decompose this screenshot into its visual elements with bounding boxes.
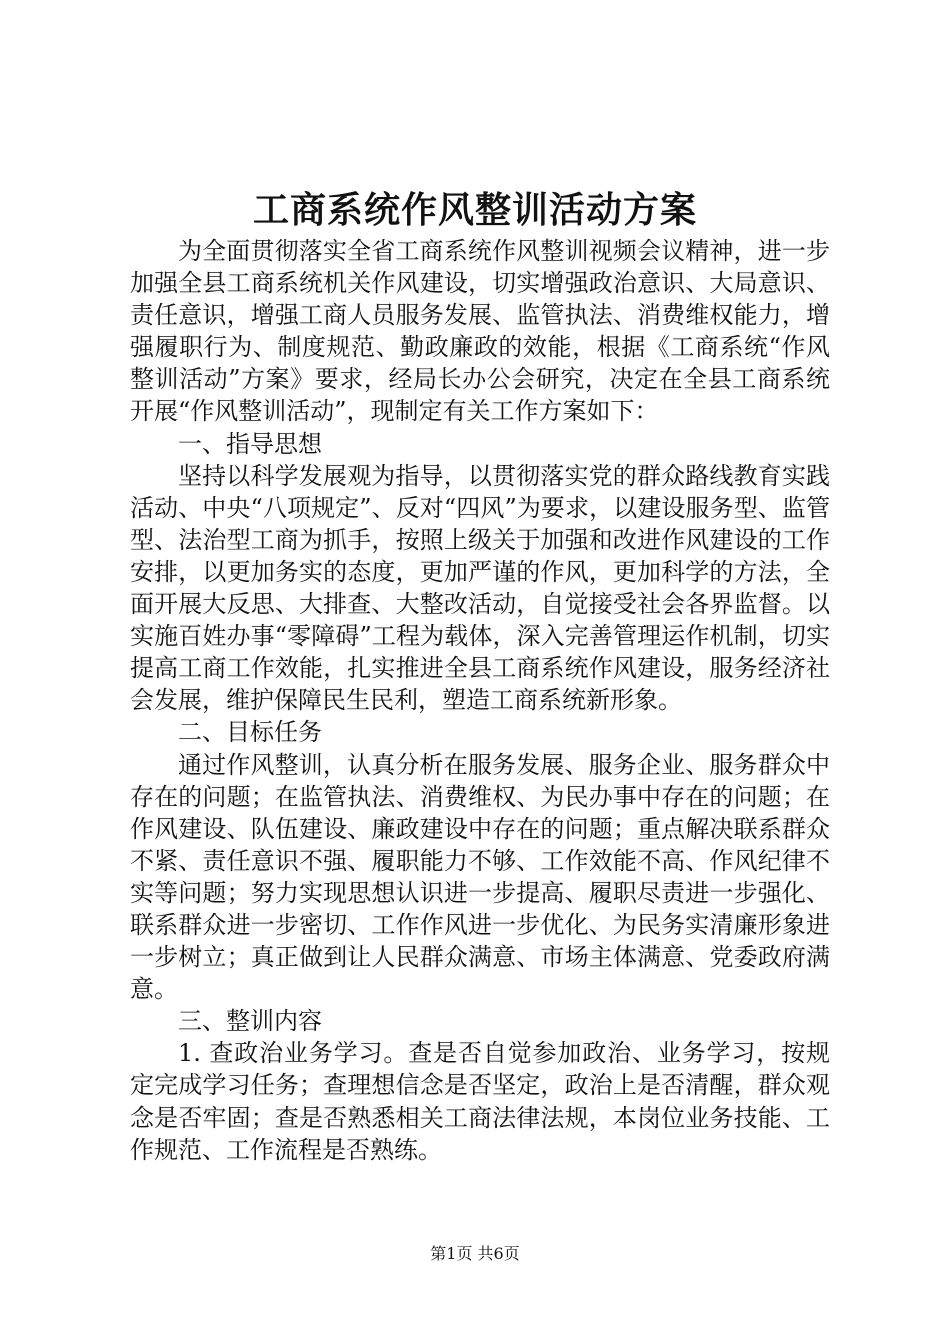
intro-paragraph: 为全面贯彻落实全省工商系统作风整训视频会议精神，进一步加强全县工商系统机关作风建设，切实增强政治意识、大局意识、责任意识，增强工商人员服务发展、监管执法、消费维权能力，增强履职行为、制度规范、勤政廉政的效能，根据《工商系统“作风整训活动”方案》要求，经局长办公会研究，决定在全县工商系统开展“作风整训活动”，现制定有关工作方案如下： — [130, 237, 830, 426]
goals-paragraph: 通过作风整训，认真分析在服务发展、服务企业、服务群众中存在的问题；在监管执法、消费维权、为民办事中存在的问题；在作风建设、队伍建设、廉政建设中存在的问题；重点解决联系群众不紧、责任意识不强、履职能力不够、工作效能不高、作风纪律不实等问题；努力实现思想认识进一步提高、履职尽责进一步强化、联系群众进一步密切、工作作风进一步优化、为民务实清廉形象进一步树立；真正做到让人民群众满意、市场主体满意、党委政府满意。 — [130, 750, 830, 1004]
document-title: 工商系统作风整训活动方案 — [252, 189, 697, 231]
page-footer: 第1页 共6页 — [430, 1244, 520, 1263]
guiding-ideology-paragraph: 坚持以科学发展观为指导，以贯彻落实党的群众路线教育实践活动、中央“八项规定”、反对“四风”为要求，以建设服务型、监管型、法治型工商为抓手，按照上级关于加强和改进作风建设的工作安排，以更加务实的态度，更加严谨的作风，更加科学的方法，全面开展大反思、大排查、大整改活动，自觉接受社会各界监督。以实施百姓办事“零障碍”工程为载体，深入完善管理运作机制，切实提高工商工作效能，扎实推进全县工商系统作风建设，服务经济社会发展，维护保障民生民利，塑造工商系统新形象。 — [130, 461, 830, 715]
section-heading-goals: 二、目标任务 — [178, 718, 322, 747]
content-item-1-paragraph: 1. 查政治业务学习。查是否自觉参加政治、业务学习，按规定完成学习任务；查理想信念是否坚定，政治上是否清醒，群众观念是否牢固；查是否熟悉相关工商法律法规，本岗位业务技能、工作规范、工作流程是否熟练。 — [130, 1039, 830, 1164]
section-heading-content: 三、整训内容 — [178, 1007, 322, 1036]
section-heading-guiding-ideology: 一、指导思想 — [178, 429, 322, 458]
document-body — [130, 235, 830, 1166]
